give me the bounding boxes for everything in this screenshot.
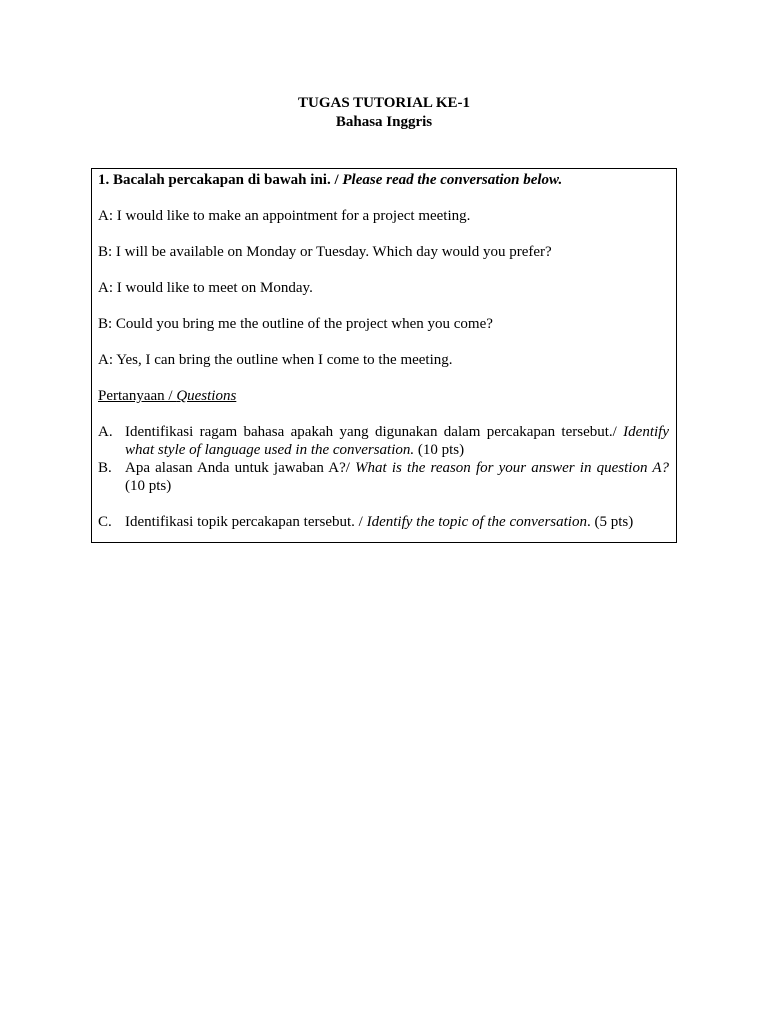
- question-letter: B.: [98, 460, 112, 476]
- document-title: TUGAS TUTORIAL KE-1: [298, 95, 470, 111]
- question-item-a: [98, 423, 669, 459]
- question-text-indonesian: Identifikasi topik percakapan tersebut. /: [125, 514, 367, 530]
- conversation-line-2: B: I will be available on Monday or Tuesday. Which day would you prefer?: [98, 244, 552, 260]
- question-points: . (5 pts): [586, 514, 634, 530]
- question-item-c: [98, 513, 669, 531]
- questions-heading-indonesian: Pertanyaan /: [98, 388, 177, 404]
- instruction-english: Please read the conversation below.: [342, 172, 563, 188]
- conversation-line-1: A: I would like to make an appointment for a project meeting.: [98, 208, 471, 224]
- question-text-english: Identify what style of language used in the conversation.: [125, 424, 669, 458]
- questions-heading-english: Questions: [176, 388, 237, 404]
- document-subtitle: Bahasa Inggris: [335, 114, 433, 130]
- question-item-b: [98, 459, 669, 495]
- question-text-english: Identify the topic of the conversation: [366, 514, 587, 530]
- conversation-line-3: A: I would like to meet on Monday.: [98, 280, 313, 296]
- question-text: [125, 423, 669, 459]
- task-instruction: [98, 171, 669, 189]
- question-letter: A.: [98, 424, 113, 440]
- question-points: (10 pts): [414, 442, 465, 458]
- question-text: [125, 459, 669, 495]
- question-text-indonesian: Identifikasi ragam bahasa apakah yang digunakan dalam percakapan tersebut./: [125, 424, 624, 440]
- question-letter: C.: [98, 514, 112, 530]
- conversation-line-5: A: Yes, I can bring the outline when I come to the meeting.: [98, 352, 453, 368]
- question-points: (10 pts): [125, 478, 172, 494]
- instruction-indonesian: 1. Bacalah percakapan di bawah ini. /: [98, 172, 343, 188]
- questions-heading: [98, 387, 669, 405]
- conversation-line-4: B: Could you bring me the outline of the project when you come?: [98, 316, 493, 332]
- question-text: [125, 513, 669, 531]
- task-box: [91, 168, 677, 543]
- question-text-indonesian: Apa alasan Anda untuk jawaban A?/: [125, 460, 356, 476]
- document-header: [0, 94, 768, 132]
- question-text-english: What is the reason for your answer in question A?: [355, 460, 669, 476]
